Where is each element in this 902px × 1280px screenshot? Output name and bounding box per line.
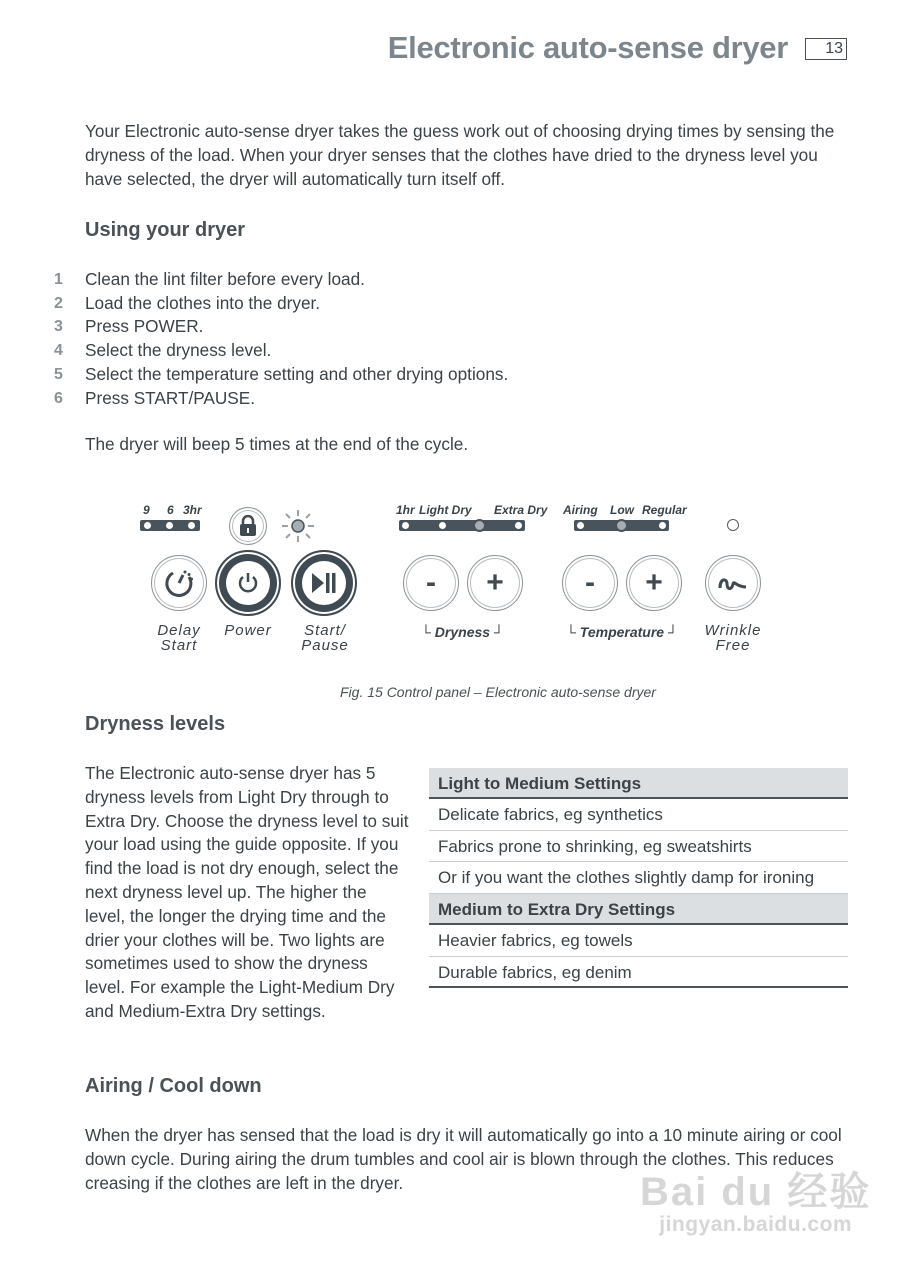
step-item	[54, 315, 508, 339]
minus-icon: -	[426, 566, 436, 599]
step-number: 6	[54, 389, 63, 407]
table-row: Durable fabrics, eg denim	[429, 957, 848, 989]
led-dot	[659, 522, 666, 529]
table-section-header: Medium to Extra Dry Settings	[429, 894, 848, 925]
step-text: Clean the lint filter before every load.	[85, 269, 365, 289]
play-pause-icon	[311, 572, 337, 594]
watermark-url: jingyan.baidu.com	[659, 1213, 853, 1236]
led-dot	[577, 522, 584, 529]
dryness-group-label: └ Dryness ┘	[421, 624, 504, 640]
dryness-settings-table	[429, 768, 848, 988]
led-dot	[402, 522, 409, 529]
step-item	[54, 292, 508, 316]
temp-label-low: Low	[610, 503, 634, 517]
led-dot	[144, 522, 151, 529]
step-number: 4	[54, 342, 63, 360]
step-text: Press POWER.	[85, 316, 204, 337]
table-row: Or if you want the clothes slightly damp for ironing	[429, 862, 848, 894]
step-item	[54, 363, 508, 387]
figure-caption: Fig. 15 Control panel – Electronic auto-sense dryer	[340, 684, 656, 700]
wrinkle-wave-icon	[718, 575, 748, 591]
dryness-indicator-bar	[399, 520, 525, 531]
steps-list	[54, 268, 508, 410]
table-row: Heavier fabrics, eg towels	[429, 925, 848, 957]
section-heading-airing: Airing / Cool down	[85, 1075, 262, 1097]
airing-paragraph: When the dryer has sensed that the load is dry it will automatically go into a 10 minute airing or cool down cycle. During airing the drum tumbles and cool air is blown through the clothes. This reduces creasing if the clothes are left in the dryer.	[85, 1125, 842, 1193]
step-item	[54, 339, 508, 363]
wrinkle-free-button[interactable]	[705, 555, 761, 611]
table-section-header: Light to Medium Settings	[429, 768, 848, 799]
delay-start-label: Delay Start	[157, 622, 201, 654]
step-number: 1	[54, 271, 63, 288]
power-label: Power	[224, 622, 272, 639]
temperature-indicator-bar	[574, 520, 669, 531]
dryness-plus-button[interactable]	[467, 555, 523, 611]
delay-indicator-bar	[140, 520, 200, 531]
temperature-plus-button[interactable]	[626, 555, 682, 611]
step-item	[54, 387, 508, 411]
delay-label-9: 9	[143, 503, 150, 517]
plus-icon: +	[486, 566, 504, 599]
step-number: 3	[54, 318, 63, 336]
delay-start-button[interactable]	[151, 555, 207, 611]
led-dot-lit	[473, 519, 486, 532]
start-pause-label: Start/ Pause	[301, 622, 349, 654]
dryness-label-1hr: 1hr	[396, 503, 415, 517]
start-pause-button[interactable]	[291, 550, 357, 616]
watermark	[640, 1160, 871, 1237]
led-dot	[515, 522, 522, 529]
step-text: Select the dryness level.	[85, 340, 272, 361]
lock-icon	[239, 515, 257, 537]
step-text: Load the clothes into the dryer.	[85, 292, 321, 313]
minus-icon: -	[585, 566, 595, 599]
temp-label-regular: Regular	[642, 503, 687, 517]
temperature-minus-button[interactable]	[562, 555, 618, 611]
section-heading-using: Using your dryer	[85, 219, 246, 241]
step-text: Select the temperature setting and other drying options.	[85, 363, 509, 384]
led-dot-lit	[615, 519, 628, 532]
intro-paragraph: Your Electronic auto-sense dryer takes the guess work out of choosing drying times by sensing the dryness of the load. When your dryer senses that the clothes have dried to the dryness level you have selected, the dryer will automatically turn itself off.	[85, 121, 835, 189]
section-heading-dryness: Dryness levels	[85, 713, 226, 735]
dryness-label-light-dry: Light Dry	[419, 503, 472, 517]
wrinkle-free-led	[727, 519, 739, 531]
delay-label-3hr: 3hr	[183, 503, 202, 517]
timer-icon	[163, 567, 195, 599]
step-number: 2	[54, 294, 63, 312]
table-row: Delicate fabrics, eg synthetics	[429, 799, 848, 831]
led-dot	[188, 522, 195, 529]
page-title: Electronic auto-sense dryer	[387, 30, 788, 65]
power-button[interactable]	[215, 550, 281, 616]
temp-label-airing: Airing	[563, 503, 598, 517]
plus-icon: +	[645, 566, 663, 599]
step-number: 5	[54, 365, 63, 383]
beep-note: The dryer will beep 5 times at the end of the cycle.	[85, 434, 469, 454]
status-light-icon	[281, 509, 315, 543]
wrinkle-free-label: Wrinkle Free	[704, 622, 762, 654]
step-item	[54, 268, 508, 292]
page-number: 13	[805, 38, 847, 60]
table-row: Fabrics prone to shrinking, eg sweatshirts	[429, 831, 848, 863]
delay-label-6: 6	[167, 503, 174, 517]
child-lock-indicator	[229, 507, 267, 545]
power-icon	[236, 571, 260, 595]
dryness-minus-button[interactable]	[403, 555, 459, 611]
led-dot	[166, 522, 173, 529]
watermark-logo: Bai du 经验	[640, 1170, 872, 1214]
temperature-group-label: └ Temperature ┘	[566, 624, 678, 640]
control-panel-figure	[130, 495, 790, 665]
led-dot	[439, 522, 446, 529]
dryness-label-extra-dry: Extra Dry	[494, 503, 548, 517]
dryness-paragraph: The Electronic auto-sense dryer has 5 dryness levels from Light Dry through to Extra Dry. Choose the dryness level to suit your load using the guide opposite. If you find the load is not dry enough, select the next dryness level up. The higher the level, the longer the drying time and the drier your clothes will be. Two lights are sometimes used to show the dryness level. For example the Light-Medium Dry and Medium-Extra Dry settings.	[85, 763, 409, 1021]
step-text: Press START/PAUSE.	[85, 387, 256, 408]
